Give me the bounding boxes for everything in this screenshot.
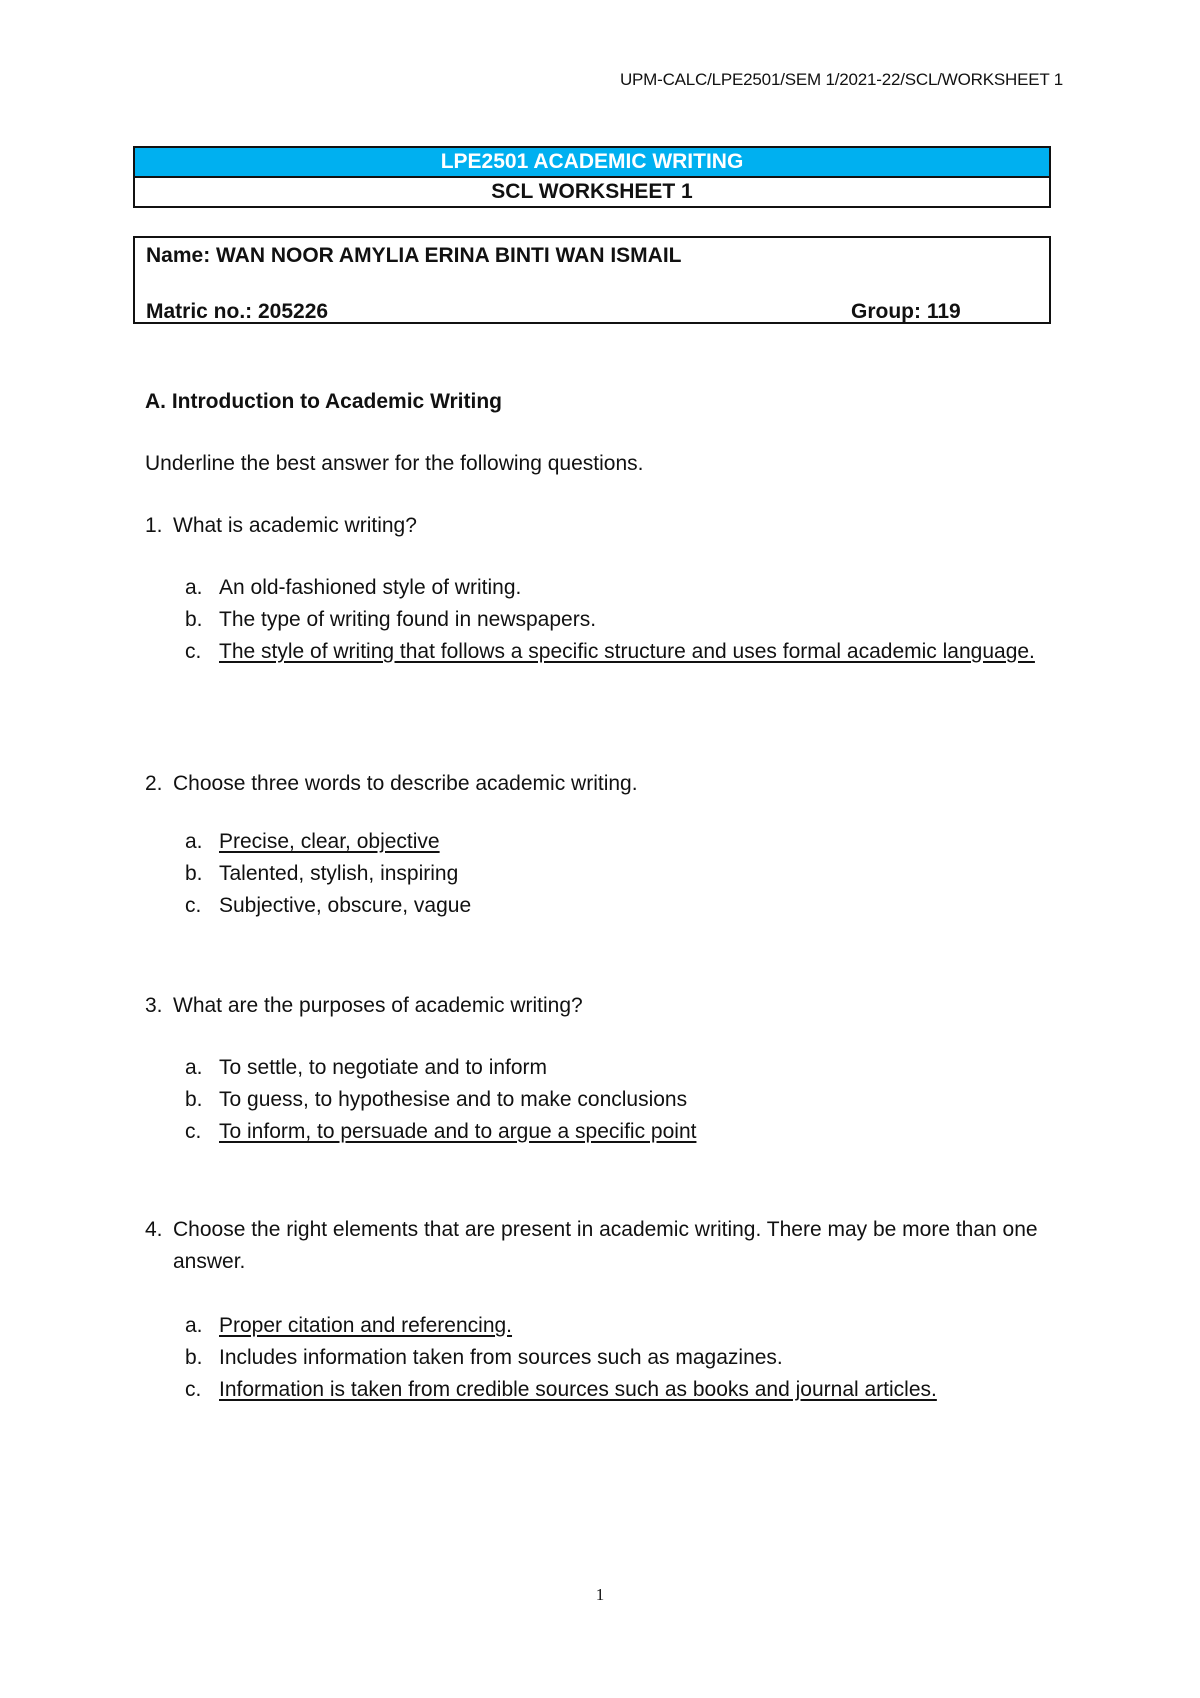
option-letter: a. — [185, 1314, 203, 1337]
option-letter: c. — [185, 640, 202, 663]
question-2 — [145, 768, 1045, 800]
option-letter: b. — [185, 1088, 203, 1111]
option-letter: b. — [185, 1346, 203, 1369]
question-3-options — [185, 1052, 1065, 1148]
student-group: Group: 119 — [851, 300, 961, 323]
option-item — [185, 1052, 1065, 1084]
option-letter: b. — [185, 862, 203, 885]
question-4-options — [185, 1310, 1065, 1406]
option-item — [185, 636, 1065, 668]
question-text: What is academic writing? — [173, 514, 417, 537]
option-text: Subjective, obscure, vague — [219, 894, 472, 917]
option-text-underlined-answer: To inform, to persuade and to argue a specific point — [219, 1120, 697, 1143]
option-item — [185, 1310, 1065, 1342]
question-number: 3. — [145, 994, 163, 1017]
student-name: Name: WAN NOOR AMYLIA ERINA BINTI WAN ISMAIL — [146, 244, 682, 267]
question-4 — [145, 1214, 1045, 1278]
section-heading: A. Introduction to Academic Writing — [145, 390, 502, 413]
option-text: The type of writing found in newspapers. — [219, 608, 597, 631]
question-3 — [145, 990, 1045, 1022]
option-item — [185, 572, 1065, 604]
question-text: What are the purposes of academic writing? — [173, 994, 583, 1017]
question-number: 2. — [145, 772, 163, 795]
option-text-underlined-answer: Information is taken from credible sources such as books and journal articles. — [219, 1378, 937, 1401]
question-number: 1. — [145, 514, 163, 537]
option-letter: b. — [185, 608, 203, 631]
option-text-underlined-answer: The style of writing that follows a specific structure and uses formal academic language. — [219, 640, 1035, 663]
question-1-options — [185, 572, 1065, 668]
student-info-box — [133, 236, 1051, 324]
option-letter: a. — [185, 576, 203, 599]
option-item — [185, 1116, 1065, 1148]
option-item — [185, 1342, 1065, 1374]
instruction-text: Underline the best answer for the following questions. — [145, 452, 644, 475]
option-text: To settle, to negotiate and to inform — [219, 1056, 548, 1079]
option-item — [185, 858, 1065, 890]
question-1 — [145, 510, 1045, 542]
question-2-options — [185, 826, 1065, 922]
running-header-code: UPM-CALC/LPE2501/SEM 1/2021-22/SCL/WORKSHEET 1 — [619, 70, 1063, 89]
option-letter: c. — [185, 894, 202, 917]
page-number: 1 — [595, 1585, 605, 1604]
option-text: To guess, to hypothesise and to make conclusions — [219, 1088, 688, 1111]
option-letter: a. — [185, 830, 203, 853]
option-text: Talented, stylish, inspiring — [219, 862, 459, 885]
option-text-underlined-answer: Proper citation and referencing. — [219, 1314, 513, 1337]
option-text: An old-fashioned style of writing. — [219, 576, 522, 599]
student-matric-number: Matric no.: 205226 — [146, 300, 329, 323]
question-text: Choose the right elements that are present in academic writing. There may be more than one answer. — [173, 1218, 1038, 1273]
option-item — [185, 1084, 1065, 1116]
option-item — [185, 826, 1065, 858]
option-letter: c. — [185, 1378, 202, 1401]
option-letter: c. — [185, 1120, 202, 1143]
option-item — [185, 890, 1065, 922]
worksheet-title: SCL WORKSHEET 1 — [135, 178, 1049, 206]
option-item — [185, 604, 1065, 636]
title-table — [133, 146, 1051, 208]
option-text-underlined-answer: Precise, clear, objective — [219, 830, 440, 853]
question-text: Choose three words to describe academic writing. — [173, 772, 638, 795]
option-text: Includes information taken from sources such as magazines. — [219, 1346, 783, 1369]
option-item — [185, 1374, 1065, 1406]
question-number: 4. — [145, 1218, 163, 1241]
option-letter: a. — [185, 1056, 203, 1079]
course-title: LPE2501 ACADEMIC WRITING — [135, 148, 1049, 178]
